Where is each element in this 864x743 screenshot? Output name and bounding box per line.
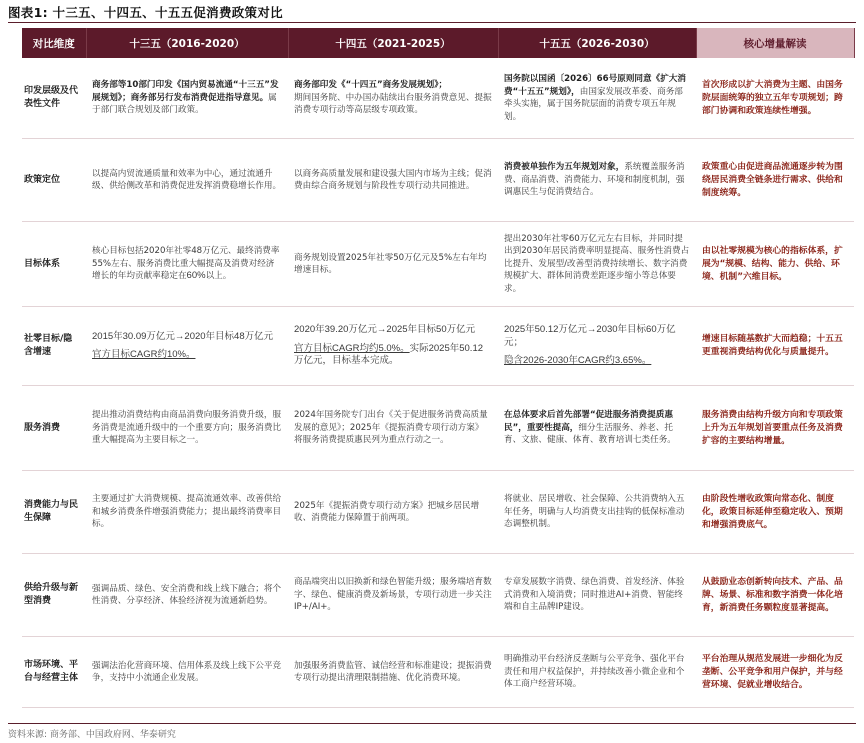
table-row (22, 307, 854, 386)
row-dimension: 社零目标/隐含增速 (22, 307, 86, 386)
cell-13th: 强调品质、绿色、安全消费和线上线下融合；将个性消费、分享经济、体验经济视为流通新趋势。 (86, 554, 288, 637)
header-14th: 十四五（2021-2025） (288, 28, 498, 58)
cell-14th: 加强服务消费监管、诚信经营和标准建设；提振消费专项行动提出清理限制措施、优化消费环境。 (288, 637, 498, 708)
cell-insight: 由以社零规模为核心的指标体系，扩展为“规模、结构、能力、供给、环境、机制”六维目标。 (696, 222, 854, 307)
cell-bold-text: 国务院以国函〔2026〕66号原则同意《扩大消费“十五五”规划》， (504, 74, 686, 97)
header-13th: 十三五（2016-2020） (86, 28, 288, 58)
title-divider (8, 22, 856, 23)
cell-text: 细分生活服务、养老、托育、文旅、健康、体育、教育培训七类任务。 (504, 422, 676, 446)
table-row (22, 637, 854, 708)
cell-13th (86, 58, 288, 139)
cell-15th: 提出2030年社零60万亿元左右目标，并同时提出到2030年居民消费率明显提高、服务性消费占比提升、发展型/改善型消费持续增长、数字消费规模扩大、群体间消费差距逐步缩小等总体要求。 (498, 222, 696, 307)
figure-title: 图表1: 十三五、十四五、十五五促消费政策对比 (8, 5, 283, 20)
table-row (22, 554, 854, 637)
cell-insight: 服务消费由结构升级方向和专项政策上升为五年规划首要重点任务及消费扩容的主要结构增量。 (696, 386, 854, 471)
cell-text: 期间国务院、中办国办陆续出台服务消费意见、提振消费专项行动等高层级专项政策。 (294, 92, 492, 116)
cell-number: 60% (186, 270, 206, 282)
cell-13th: 强调法治化营商环境、信用体系及线上线下公平竞争，支持中小流通企业发展。 (86, 637, 288, 708)
row-dimension: 目标体系 (22, 222, 86, 307)
cell-insight: 平台治理从规范发展进一步细化为反垄断、公平竞争和用户保护，并与经营环境、促就业增收结合。 (696, 637, 854, 708)
cell-15th (498, 386, 696, 471)
cell-bold-text: 商务部等10部门印发《国内贸易流通“十三五”发展规划》；商务部另行发布消费促进指导意见。 (92, 80, 279, 103)
cell-14th: 2024年国务院专门出台《关于促进服务消费高质量发展的意见》；2025年《提振消费专项行动方案》将服务消费提质惠民列为重点行动之一。 (288, 386, 498, 471)
cell-insight: 政策重心由促进商品流通逐步转为围绕居民消费全链条进行需求、供给和制度统筹。 (696, 139, 854, 222)
cell-text: 2025年50.12万亿元→2030年目标60万亿元； (504, 324, 676, 348)
row-dimension: 消费能力与民生保障 (22, 471, 86, 554)
footer-divider (8, 723, 856, 724)
cell-underlined-text: 官方目标CAGR约10%。 (92, 349, 196, 360)
table-row (22, 58, 854, 139)
cell-14th: 以商务高质量发展和建设强大国内市场为主线；促消费由综合商务规划与阶段性专项行动共同推进。 (288, 139, 498, 222)
cell-15th (498, 139, 696, 222)
cell-13th (86, 307, 288, 386)
cell-14th: 2025年《提振消费专项行动方案》把城乡居民增收、消费能力保障置于前两项。 (288, 471, 498, 554)
row-dimension: 市场环境、平台与经营主体 (22, 637, 86, 708)
row-dimension: 印发层级及代表性文件 (22, 58, 86, 139)
cell-15th: 将就业、居民增收、社会保障、公共消费纳入五年任务，明确与人均消费支出挂钩的低保标准动态调整机制。 (498, 471, 696, 554)
cell-14th: 商务规划设置2025年社零50万亿元及5%左右年均增速目标。 (288, 222, 498, 307)
cell-13th: 主要通过扩大消费规模、提高流通效率、改善供给和城乡消费条件增强消费能力；提出最终消费率目标。 (86, 471, 288, 554)
header-row (22, 28, 854, 58)
cell-text: 实际2025年50.12万亿元，目标基本完成。 (294, 342, 484, 367)
row-dimension: 服务消费 (22, 386, 86, 471)
cell-text: 以上。 (205, 271, 232, 282)
header-insight: 核心增量解读 (696, 28, 854, 58)
cell-text: 2015年30.09万亿元→2020年目标48万亿元 (92, 330, 274, 342)
cell-text: 2020年39.20万亿元→2025年目标50万亿元 (294, 324, 476, 336)
cell-insight: 增速目标随基数扩大而趋稳；十五五更重视消费结构优化与质量提升。 (696, 307, 854, 386)
cell-13th (86, 222, 288, 307)
cell-insight: 由阶段性增收政策向常态化、制度化，政策目标延伸至稳定收入、预期和增强消费底气。 (696, 471, 854, 554)
cell-insight: 从鼓励业态创新转向技术、产品、品牌、场景、标准和数字消费一体化培育，新消费任务颗粒度显著提高。 (696, 554, 854, 637)
table-row (22, 139, 854, 222)
cell-text: 由国家发展改革委、商务部牵头实施，属于国务院层面的消费专项五年规划。 (504, 86, 683, 122)
source-note: 资料来源: 商务部、中国政府网、华泰研究 (8, 730, 176, 740)
cell-bold-text: 商务部印发《“十四五”商务发展规划》； (294, 80, 448, 91)
cell-bold-text: 消费被单独作为五年规划对象， (504, 162, 625, 173)
cell-bold-text: 在总体要求后首先部署“促进服务消费提质惠民”，重要性提高， (504, 410, 673, 433)
cell-15th (498, 58, 696, 139)
cell-underlined-text: 官方目标CAGR均约5.0%。 (294, 342, 410, 354)
table-row (22, 386, 854, 471)
row-dimension: 供给升级与新型消费 (22, 554, 86, 637)
row-dimension: 政策定位 (22, 139, 86, 222)
cell-15th: 明确推动平台经济反垄断与公平竞争、强化平台责任和用户权益保护，并持续改善小微企业和个体工商户经营环境。 (498, 637, 696, 708)
cell-14th (288, 58, 498, 139)
table-row (22, 471, 854, 554)
policy-comparison-table (22, 28, 855, 708)
cell-13th: 以提高内贸流通质量和效率为中心，通过流通升级、供给侧改革和消费促进发挥消费稳增长作用。 (86, 139, 288, 222)
cell-14th: 商品端突出以旧换新和绿色智能升级；服务端培育数字、绿色、健康消费及新场景，专项行动进一步关注IP+/AI+。 (288, 554, 498, 637)
cell-text: 系统覆盖服务消费、商品消费、消费能力、环境和制度机制，强调惠民生与促消费结合。 (504, 162, 685, 198)
header-15th: 十五五（2026-2030） (498, 28, 696, 58)
cell-13th: 提出推动消费结构由商品消费向服务消费升级，服务消费是流通升级中的一个重要方向；服务消费比重大幅提高为主要目标之一。 (86, 386, 288, 471)
cell-text: 核心目标包括2020年社零48万亿元、最终消费率55%左右、服务消费比重大幅提高及消费对经济增长的年均贡献率稳定在 (92, 246, 280, 282)
cell-15th (498, 307, 696, 386)
cell-text: 属于部门联合规划及部门政策。 (92, 92, 277, 116)
table-row (22, 222, 854, 307)
cell-underlined-text: 隐含2026-2030年CAGR约3.65%。 (504, 355, 652, 367)
cell-insight: 首次形成以扩大消费为主题、由国务院层面统筹的独立五年专项规划；跨部门协调和政策连续性增强。 (696, 58, 854, 139)
cell-15th: 专章发展数字消费、绿色消费、首发经济、体验式消费和入境消费；同时推进AI+消费、智能终端和自主品牌IP建设。 (498, 554, 696, 637)
cell-14th (288, 307, 498, 386)
header-dimension: 对比维度 (22, 28, 86, 58)
